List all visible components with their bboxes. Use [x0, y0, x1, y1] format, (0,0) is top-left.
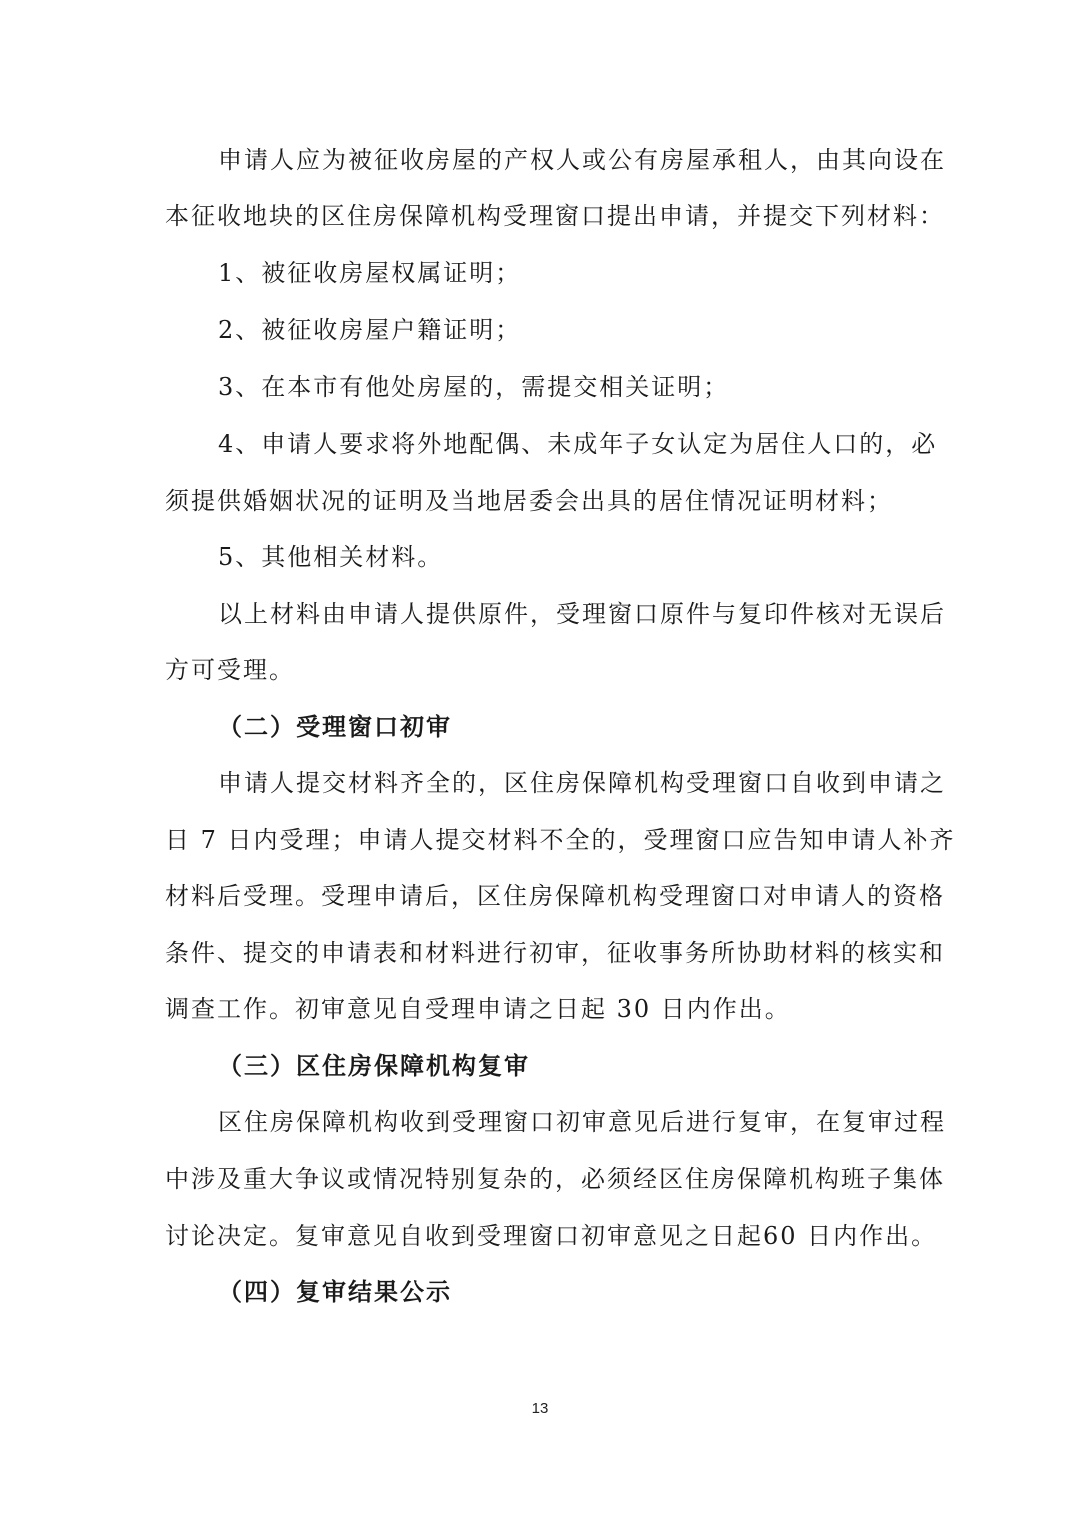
- paragraph-line: 须提供婚姻状况的证明及当地居委会出具的居住情况证明材料；: [165, 487, 893, 515]
- paragraph-line: 调查工作。初审意见自受理申请之日起 30 日内作出。: [165, 995, 791, 1023]
- paragraph-line: 方可受理。: [165, 656, 295, 684]
- page-number: 13: [531, 1400, 549, 1417]
- list-item: 2、被征收房屋户籍证明；: [218, 316, 522, 344]
- paragraph-line: 日 7 日内受理；申请人提交材料不全的，受理窗口应告知申请人补齐: [165, 826, 956, 854]
- paragraph-line: 以上材料由申请人提供原件，受理窗口原件与复印件核对无误后: [218, 600, 946, 628]
- paragraph-line: 申请人提交材料齐全的，区住房保障机构受理窗口自收到申请之: [218, 769, 946, 797]
- paragraph-line: 申请人应为被征收房屋的产权人或公有房屋承租人，由其向设在: [218, 146, 946, 174]
- paragraph-line: 中涉及重大争议或情况特别复杂的，必须经区住房保障机构班子集体: [165, 1165, 945, 1193]
- paragraph-line: 讨论决定。复审意见自收到受理窗口初审意见之日起60 日内作出。: [165, 1222, 938, 1250]
- list-item: 4、申请人要求将外地配偶、未成年子女认定为居住人口的，必: [218, 430, 938, 458]
- list-item: 1、被征收房屋权属证明；: [218, 259, 522, 287]
- section-heading: （三）区住房保障机构复审: [218, 1052, 530, 1080]
- section-heading: （四）复审结果公示: [218, 1278, 452, 1306]
- paragraph-line: 条件、提交的申请表和材料进行初审，征收事务所协助材料的核实和: [165, 939, 945, 967]
- list-item: 3、在本市有他处房屋的，需提交相关证明；: [218, 373, 730, 401]
- paragraph-line: 本征收地块的区住房保障机构受理窗口提出申请，并提交下列材料：: [165, 202, 945, 230]
- section-heading: （二）受理窗口初审: [218, 713, 452, 741]
- paragraph-line: 材料后受理。受理申请后，区住房保障机构受理窗口对申请人的资格: [165, 882, 945, 910]
- list-item: 5、其他相关材料。: [218, 543, 444, 571]
- paragraph-line: 区住房保障机构收到受理窗口初审意见后进行复审，在复审过程: [218, 1108, 946, 1136]
